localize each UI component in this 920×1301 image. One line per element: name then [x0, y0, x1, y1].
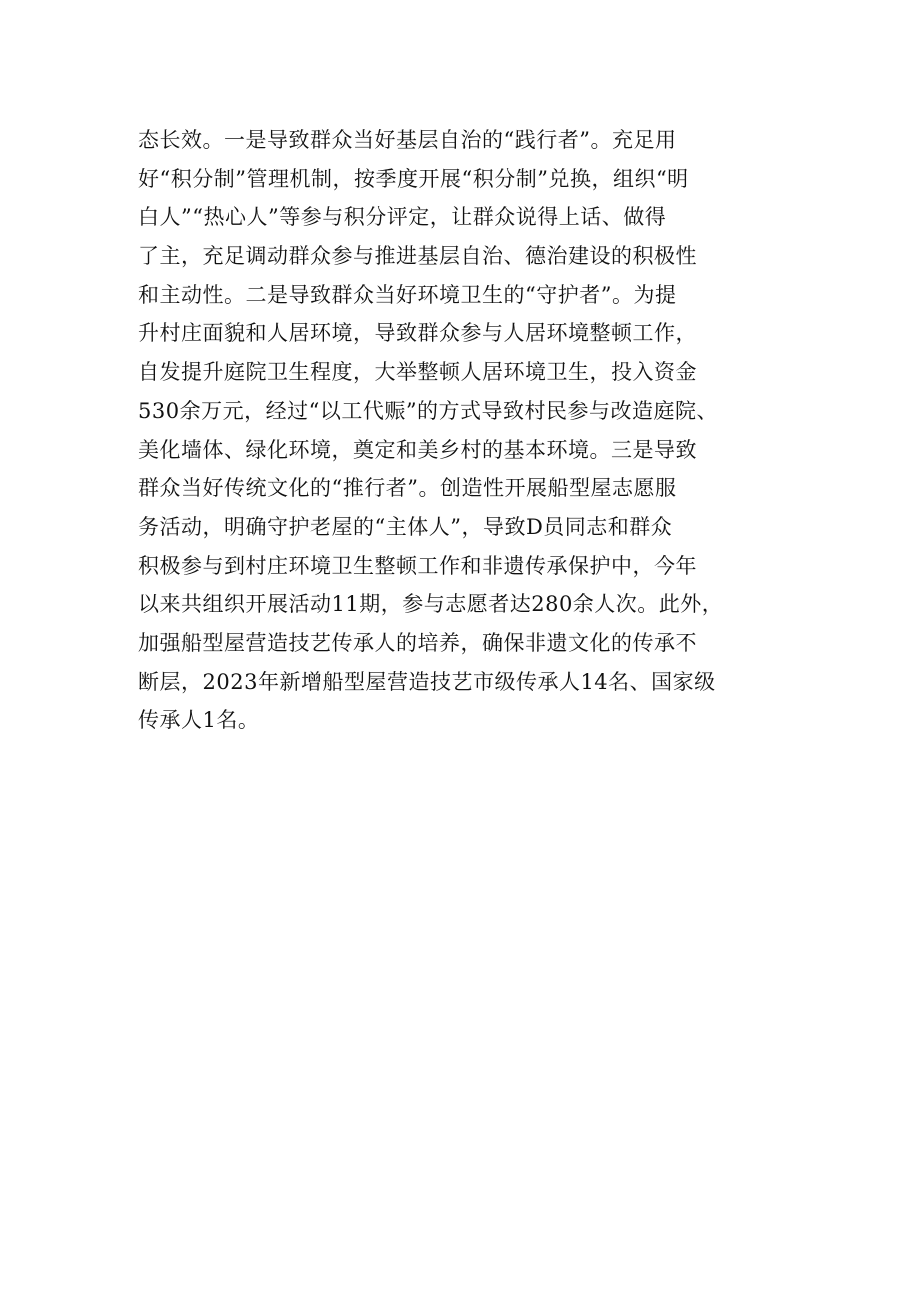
body-paragraph	[138, 121, 788, 740]
paragraph-line: 加强船型屋营造技艺传承人的培养，确保非遗文化的传承不	[138, 630, 697, 655]
paragraph-line: 态长效。一是导致群众当好基层自治的“践行者”。充足用	[138, 128, 677, 152]
paragraph-line: 断层，2023年新增船型屋营造技艺市级传承人14名、国家级	[138, 669, 716, 694]
paragraph-line: 务活动，明确守护老屋的“主体人”，导致D员同志和群众	[138, 514, 673, 539]
paragraph-line: 群众当好传统文化的“推行者”。创造性开展船型屋志愿服	[138, 476, 677, 501]
paragraph-line: 了主，充足调动群众参与推进基层自治、德治建设的积极性	[138, 244, 697, 269]
paragraph-line: 升村庄面貌和人居环境，导致群众参与人居环境整顿工作，	[138, 321, 697, 346]
paragraph-line: 以来共组织开展活动11期，参与志愿者达280余人次。此外，	[138, 592, 724, 617]
paragraph-line: 和主动性。二是导致群众当好环境卫生的“守护者”。为提	[138, 282, 677, 307]
paragraph-line: 白人”“热心人”等参与积分评定，让群众说得上话、做得	[138, 205, 667, 230]
paragraph-line: 好“积分制”管理机制，按季度开展“积分制”兑换，组织“明	[138, 166, 689, 191]
paragraph-line: 积极参与到村庄环境卫生整顿工作和非遗传承保护中，今年	[138, 553, 697, 578]
paragraph-line: 530余万元，经过“以工代赈”的方式导致村民参与改造庭院、	[138, 398, 719, 423]
paragraph-line: 传承人1名。	[138, 708, 260, 733]
paragraph-line: 自发提升庭院卫生程度，大举整顿人居环境卫生，投入资金	[138, 360, 697, 385]
paragraph-line: 美化墙体、绿化环境，奠定和美乡村的基本环境。三是导致	[138, 437, 697, 462]
